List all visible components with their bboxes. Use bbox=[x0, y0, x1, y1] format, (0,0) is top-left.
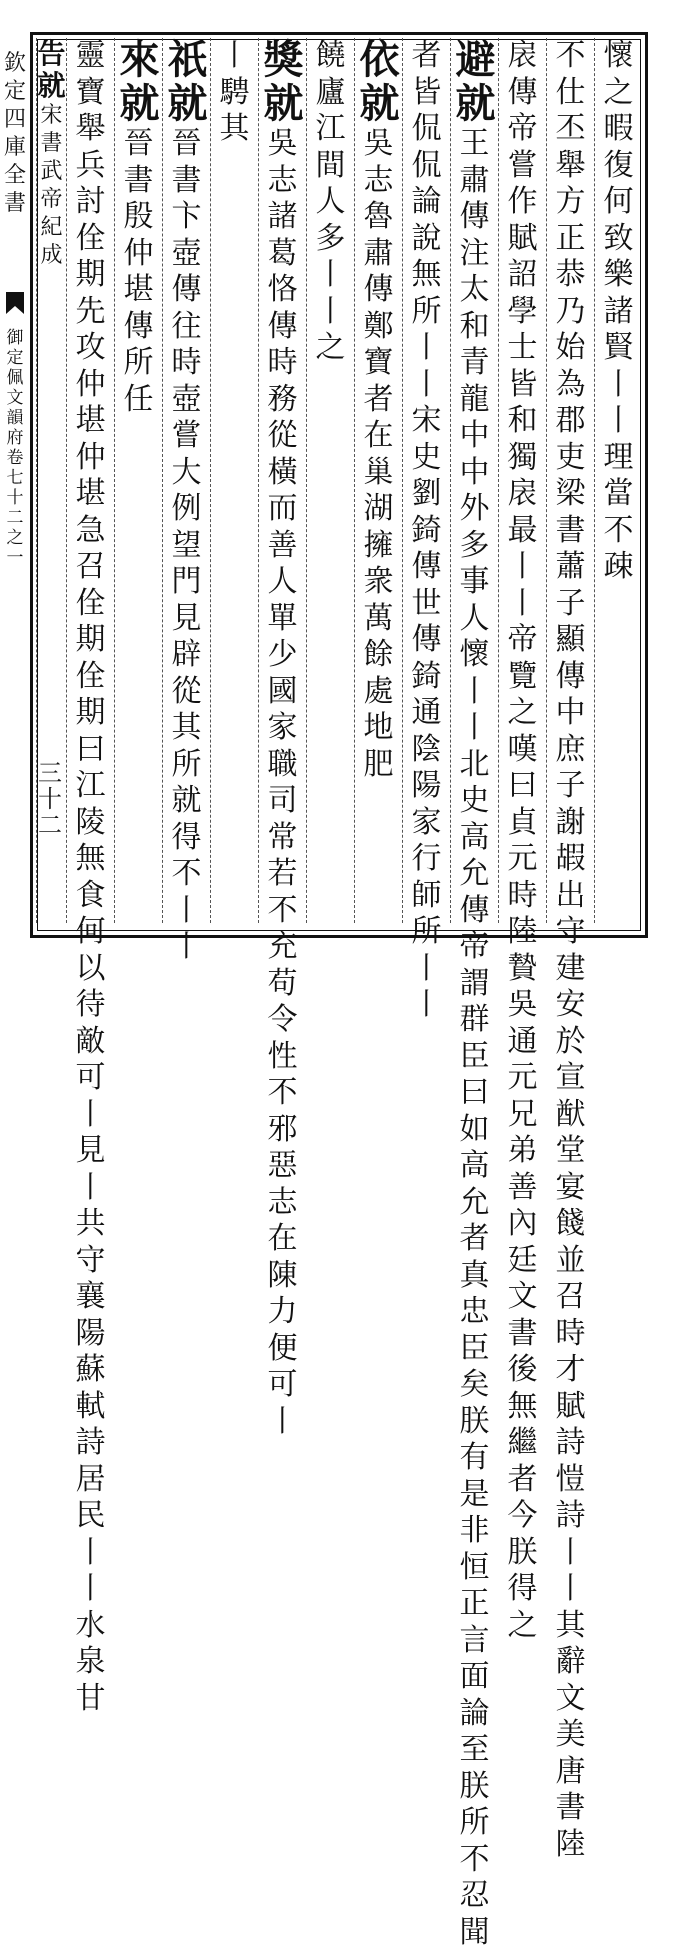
column-text bbox=[38, 38, 66, 270]
text-column bbox=[354, 38, 402, 923]
text-column bbox=[162, 36, 210, 964]
column-text: 懷之暇復何致樂諸賢丨丨理當不疎 bbox=[603, 38, 634, 584]
column-text bbox=[360, 38, 398, 783]
text-column bbox=[546, 38, 594, 1862]
text-column bbox=[210, 38, 258, 923]
page-number: 三十二 bbox=[38, 759, 62, 839]
entry-heading: 依就 bbox=[359, 36, 400, 127]
entry-heading: 來就 bbox=[119, 36, 160, 127]
text-column bbox=[114, 38, 162, 923]
column-text: 丨騁其 bbox=[219, 38, 250, 146]
text-column bbox=[306, 38, 354, 923]
column-text bbox=[168, 38, 206, 966]
column-text: 者皆侃侃論說無所丨丨宋史劉錡傳世傳錡通陰陽家行師所丨丨 bbox=[411, 38, 442, 1022]
entry-heading: 告就 bbox=[37, 37, 66, 102]
column-text: 扆傳帝嘗作賦詔學士皆和獨扆最丨丨帝覽之嘆曰貞元時陸贄吳通元兄弟善內廷文書後無繼者今朕得之 bbox=[507, 38, 538, 1643]
entry-heading: 避就 bbox=[455, 36, 496, 127]
column-text bbox=[120, 38, 158, 418]
text-column bbox=[402, 38, 450, 1022]
text-column bbox=[594, 38, 642, 923]
fish-tail-icon bbox=[6, 292, 24, 314]
entry-text: 宋書武帝紀成 bbox=[40, 103, 63, 268]
column-text bbox=[456, 38, 494, 1951]
entry-text: 王肅傳注太和青龍中中外多事人懷丨丨北史高允傳帝謂群臣曰如高允者真忠臣矣朕有是非恒正言面論至朕所不忍聞 bbox=[459, 126, 490, 1950]
text-column bbox=[66, 38, 114, 1716]
entry-text: 晉書卞壺傳往時壺嘗大例望門見辟從其所就得不丨丨 bbox=[171, 126, 202, 964]
margin-title: 欽定四庫全書 bbox=[3, 51, 26, 216]
column-text bbox=[264, 38, 302, 1440]
text-column bbox=[498, 38, 546, 1643]
text-column bbox=[450, 36, 498, 1950]
margin-book-title: 御定佩文韻府卷七十二之一 bbox=[6, 328, 24, 568]
entry-text: 晉書殷仲堪傳所任 bbox=[123, 126, 154, 417]
entry-text: 吳志諸葛恪傳時務從橫而善人單少國家職司常若不充苟令性不邪惡志在陳力便可丨 bbox=[267, 126, 298, 1439]
column-text: 饒廬江間人多丨丨之 bbox=[315, 38, 346, 365]
text-column bbox=[258, 36, 306, 1439]
column-text: 不仕丕舉方正恭乃始為郡吏梁書蕭子顯傳中庶子謝嘏出守建安於宣猷堂宴餞並召時才賦詩愷詩丨丨其辭文美唐書陸 bbox=[555, 38, 586, 1862]
column-text: 靈寶舉兵討佺期先攻仲堪仲堪急召佺期佺期曰江陵無食何以待敵可丨見丨共守襄陽蘇軾詩居民丨丨水泉甘 bbox=[75, 38, 106, 1716]
entry-heading: 獎就 bbox=[263, 36, 304, 127]
text-column bbox=[36, 38, 66, 923]
entry-heading: 祇就 bbox=[167, 36, 208, 127]
entry-text: 吳志魯肅傳鄭寶者在巢湖擁衆萬餘處地肥 bbox=[363, 126, 394, 782]
